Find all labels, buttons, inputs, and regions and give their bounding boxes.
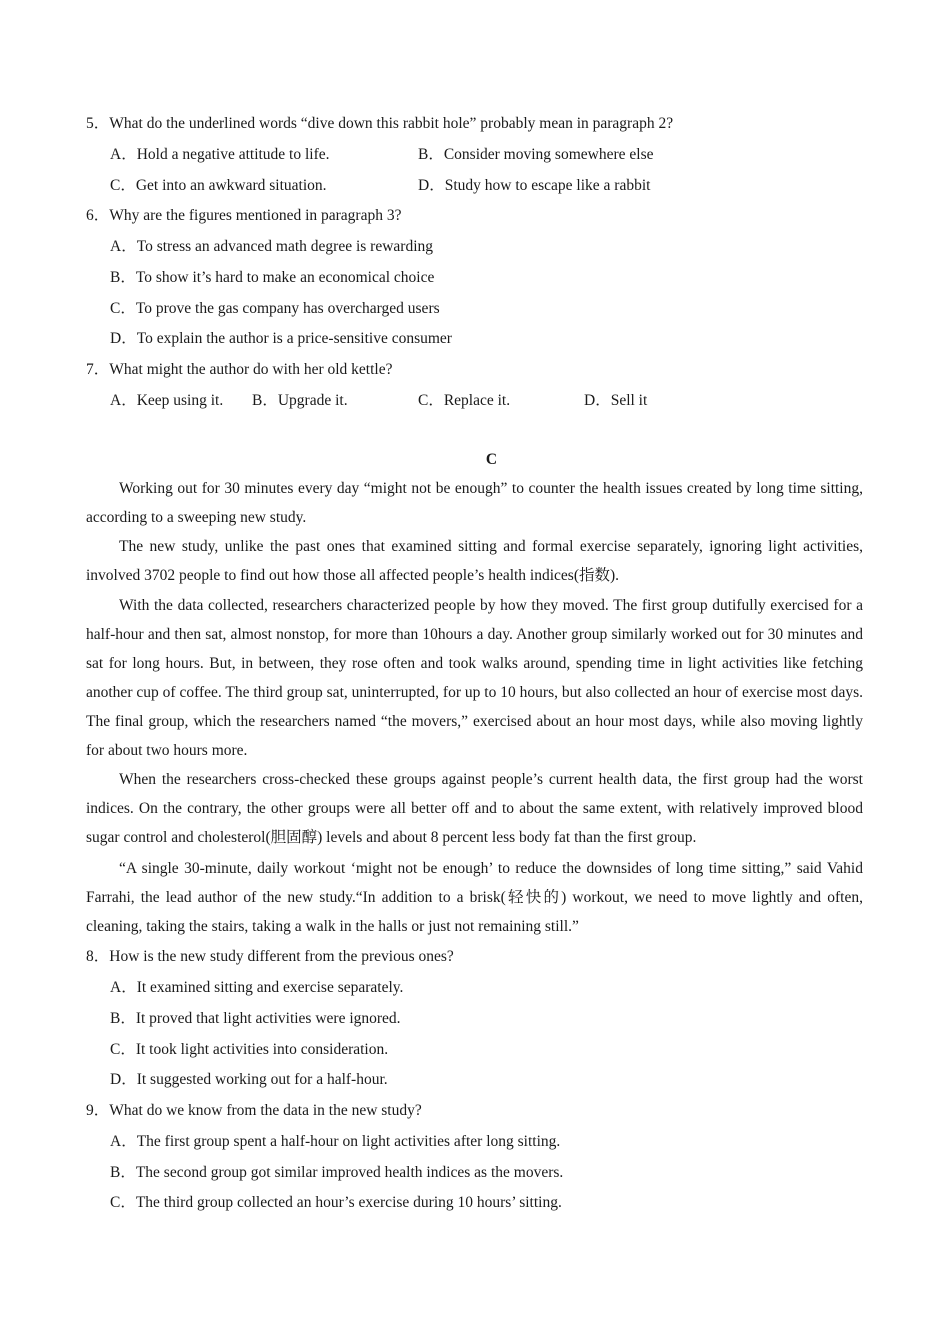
q8-option-c: C．It took light activities into consideration. bbox=[110, 1041, 389, 1058]
q5-option-c: C．Get into an awkward situation. bbox=[110, 177, 327, 194]
passage-paragraph-1: Working out for 30 minutes every day “might not be enough” to counter the health issues created by long time sitting, according to a sweeping new study. bbox=[86, 480, 863, 526]
q6-option-c: C．To prove the gas company has overcharged users bbox=[110, 300, 440, 317]
passage-heading: C bbox=[485, 451, 498, 468]
question-7: 7．What might the author do with her old kettle? bbox=[86, 361, 393, 378]
question-9: 9．What do we know from the data in the new study? bbox=[86, 1102, 422, 1119]
q7-option-c: C．Replace it. bbox=[418, 392, 511, 409]
q8-option-a: A．It examined sitting and exercise separately. bbox=[110, 979, 404, 996]
q5-option-b: B．Consider moving somewhere else bbox=[418, 146, 654, 163]
passage-paragraph-3: With the data collected, researchers characterized people by how they moved. The first group dutifully exercised for a half-hour and then sat, almost nonstop, for more than 10hours a day. Another group similarly worked out for 30 minutes and sat for long hours. But, in between, they rose often and took walks around, spending time in light activities like fetching another cup of coffee. The third group sat, uninterrupted, for up to 10 hours, but also collected an hour of exercise most days. The final group, which the researchers named “the movers,” exercised about an hour most days, while also moving lightly for about two hours more. bbox=[86, 597, 863, 759]
question-5: 5．What do the underlined words “dive down this rabbit hole” probably mean in paragraph 2? bbox=[86, 115, 674, 132]
q9-option-a: A．The first group spent a half-hour on light activities after long sitting. bbox=[110, 1133, 561, 1150]
passage-paragraph-4: When the researchers cross-checked these groups against people’s current health data, the first group had the worst indices. On the contrary, the other groups were all better off and to about the same extent, with relatively improved blood sugar control and cholesterol(胆固醇) levels and about 8 percent less body fat than the first group. bbox=[86, 771, 863, 846]
q9-option-c: C．The third group collected an hour’s exercise during 10 hours’ sitting. bbox=[110, 1194, 562, 1211]
q8-option-d: D．It suggested working out for a half-hour. bbox=[110, 1071, 388, 1088]
q6-option-d: D．To explain the author is a price-sensitive consumer bbox=[110, 330, 452, 347]
q6-option-b: B．To show it’s hard to make an economical choice bbox=[110, 269, 435, 286]
q7-option-d: D．Sell it bbox=[584, 392, 648, 409]
q6-option-a: A．To stress an advanced math degree is rewarding bbox=[110, 238, 434, 255]
passage-paragraph-5: “A single 30-minute, daily workout ‘might not be enough’ to reduce the downsides of long time sitting,” said Vahid Farrahi, the lead author of the new study.“In addition to a brisk(轻快的) workout, we need to move lightly and often, cleaning, taking the stairs, taking a walk in the halls or just not remaining still.” bbox=[86, 860, 863, 935]
q5-option-d: D．Study how to escape like a rabbit bbox=[418, 177, 651, 194]
q9-option-b: B．The second group got similar improved health indices as the movers. bbox=[110, 1164, 564, 1181]
q7-option-a: A．Keep using it. bbox=[110, 392, 224, 409]
q7-option-b: B．Upgrade it. bbox=[252, 392, 348, 409]
question-6: 6．Why are the figures mentioned in paragraph 3? bbox=[86, 207, 402, 224]
question-8: 8．How is the new study different from the previous ones? bbox=[86, 948, 454, 965]
q8-option-b: B．It proved that light activities were ignored. bbox=[110, 1010, 401, 1027]
passage-paragraph-2: The new study, unlike the past ones that examined sitting and formal exercise separately, ignoring light activities, involved 3702 people to find out how those all affected people’s health indices(指数). bbox=[86, 538, 863, 584]
q5-option-a: A．Hold a negative attitude to life. bbox=[110, 146, 330, 163]
